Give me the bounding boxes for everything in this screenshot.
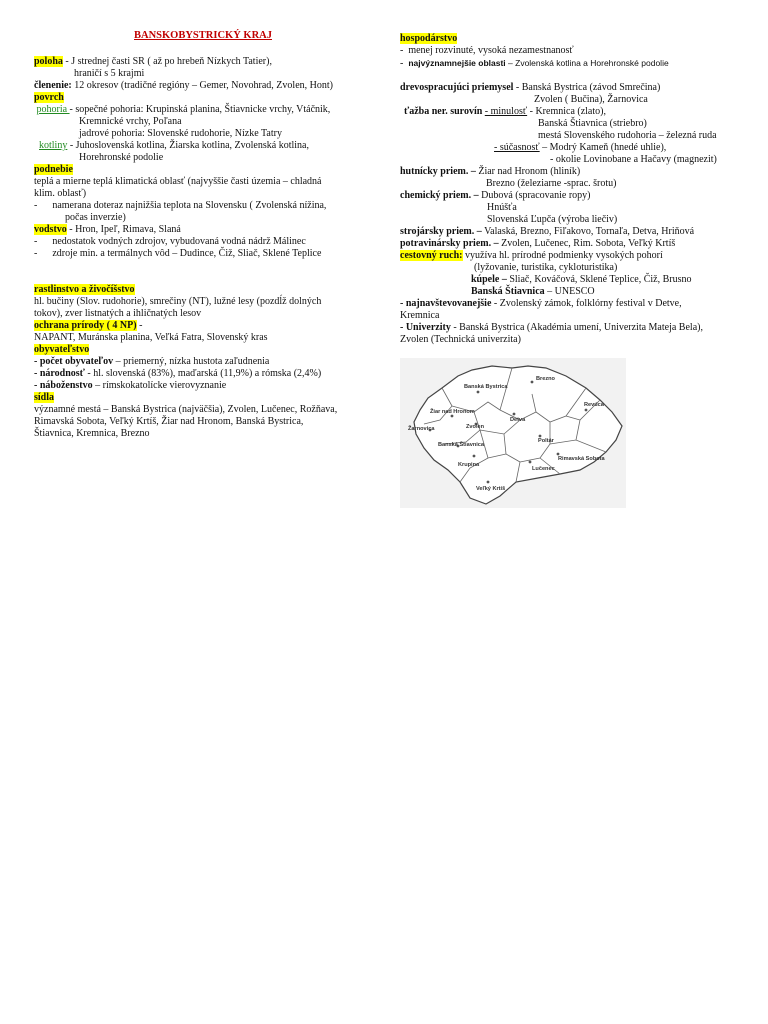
- obyvatelstvo-label: obyvateľstvo: [34, 344, 90, 355]
- hosp-dash-2-text: – Zvolenská kotlina a Horehronské podolie: [505, 58, 669, 68]
- poloha-text: - J strednej časti SR ( až po hrebeň Nízkych Tatier),: [62, 56, 272, 67]
- strojarsky-label: strojársky priem. –: [400, 226, 482, 237]
- podnebie-dash-2-text: počas inverzie): [65, 212, 126, 223]
- map-label-lucenec: Lučenec: [532, 466, 555, 472]
- map-label-banska-stiavnica: Banská Štiavnica: [438, 442, 485, 448]
- region-map: [400, 358, 626, 508]
- sidla-heading: [34, 392, 372, 404]
- cestovny-line: [400, 250, 740, 262]
- nabozenstvo-text: – rímskokatolícke vierovyznanie: [92, 380, 227, 391]
- drevo-label: drevospracujúci priemysel: [400, 82, 514, 93]
- drevo-line-2: Zvolen ( Bučina), Žarnovica: [534, 94, 648, 105]
- vodstvo-text: - Hron, Ipeľ, Rimava, Slaná: [66, 224, 181, 235]
- poloha-line: [34, 56, 372, 68]
- ochrana-after: -: [136, 320, 143, 331]
- podnebie-dash-2: [34, 212, 372, 224]
- map-label-revuca: Revúca: [584, 402, 604, 408]
- pohoria-line-2: Kremnické vrchy, Poľana: [79, 116, 182, 127]
- pocet-text: – priemerný, nízka hustota zaľudnenia: [113, 356, 270, 367]
- univ-text: - Banská Bystrica (Akadémia umení, Univerzita Mateja Bela),: [450, 322, 703, 333]
- poloha-label: poloha: [34, 56, 63, 67]
- hosp-dash-1: - menej rozvinuté, vysoká nezamestnanosť: [400, 45, 574, 56]
- povrch-heading: [34, 92, 372, 104]
- rastlinstvo-text-2: tokov), zver listnatých a ihličnatých lesov: [34, 308, 202, 319]
- pohoria-line-3: jadrové pohoria: Slovenské rudohorie, Nízke Tatry: [79, 128, 282, 139]
- vodstvo-dash-1-text: nedostatok vodných zdrojov, vybudovaná vodná nádrž Málinec: [52, 236, 306, 247]
- rastlinstvo-text: hl. bučiny (Slov. rudohorie), smrečiny (NT), lužné lesy (pozdĺž dolných: [34, 296, 322, 307]
- tazba-text-4: – Modrý Kameň (hnedé uhlie),: [539, 142, 667, 153]
- najnav-line: [400, 298, 740, 310]
- map-label-detva: Detva: [510, 417, 526, 423]
- hospodarstvo-heading: [400, 33, 740, 45]
- sidla-label: sídla: [34, 392, 55, 403]
- cestovny-line-2: (lyžovanie, turistika, cykloturistika): [474, 262, 618, 273]
- sidla-text: významné mestá – Banská Bystrica (najväčšia), Zvolen, Lučenec, Rožňava,: [34, 404, 338, 415]
- podnebie-heading: [34, 164, 372, 176]
- hosp-dash-1-text: menej rozvinuté, vysoká nezamestnanosť: [408, 45, 574, 56]
- univ-label: - Univerzity: [400, 322, 451, 333]
- left-column: [34, 30, 372, 440]
- map-label-zarnovica: Žarnovica: [408, 426, 435, 432]
- potravinarsky-line: [400, 238, 740, 250]
- obyvatelstvo-heading: [34, 344, 372, 356]
- tazba-line: [400, 106, 740, 118]
- podnebie-label: podnebie: [34, 164, 73, 175]
- univ-line-2: Zvolen (Technická univerzita): [400, 334, 521, 345]
- map-label-poltar: Poltár: [538, 438, 554, 444]
- pohoria-label: pohoria: [36, 104, 70, 115]
- kupele-text: Sliač, Kováčová, Sklené Teplice, Čiž, Brusno: [506, 274, 692, 285]
- univ-line: [400, 322, 740, 334]
- tazba-line-4: [400, 142, 740, 154]
- page-title: BANSKOBYSTRICKÝ KRAJ: [134, 30, 272, 41]
- kotliny-line-2: Horehronské podolie: [79, 152, 164, 163]
- chemicky-text: Dubová (spracovanie ropy): [478, 190, 591, 201]
- chemicky-label: chemický priem. –: [400, 190, 479, 201]
- potravinarsky-text: Zvolen, Lučenec, Rim. Sobota, Veľký Krtíš: [498, 238, 676, 249]
- pocet-label: - počet obyvateľov: [34, 356, 114, 367]
- hospodarstvo-label: hospodárstvo: [400, 33, 458, 44]
- ochrana-heading: [34, 320, 372, 332]
- bs-text: – UNESCO: [544, 286, 595, 297]
- vodstvo-dash-2-text: zdroje min. a termálnych vôd – Dudince, Čiž, Sliač, Sklené Teplice: [52, 248, 322, 259]
- tazba-sucasnost: - súčasnosť: [494, 142, 540, 153]
- poloha-line-2: hraničí s 5 krajmi: [74, 68, 145, 79]
- drevo-text: - Banská Bystrica (závod Smrečina): [513, 82, 661, 93]
- clenenie-line: [34, 80, 372, 92]
- ochrana-label: ochrana prírody ( 4 NP): [34, 320, 137, 331]
- cestovny-label: cestovný ruch:: [400, 250, 463, 261]
- region-outline: [414, 366, 622, 504]
- tazba-line-3: mestá Slovenského rudohoria – železná ruda: [538, 130, 717, 141]
- tazba-text: - Kremnica (zlato),: [527, 106, 606, 117]
- podnebie-dash: - namerana doteraz najnižšia teplota na Slovensku ( Zvolenská nížina,: [34, 200, 327, 211]
- nabozenstvo-line: [34, 380, 372, 392]
- sidla-text-3: Štiavnica, Kremnica, Brezno: [34, 428, 150, 439]
- chemicky-line-3: Slovenská Ľupča (výroba liečiv): [487, 214, 618, 225]
- hutnicky-line-2: Brezno (železiarne -sprac. šrotu): [486, 178, 617, 189]
- narodnost-line: [34, 368, 372, 380]
- tazba-line-5: - okolie Lovinobane a Hačavy (magnezit): [550, 154, 717, 165]
- map-label-zvolen: Zvolen: [466, 424, 485, 430]
- narodnost-text: - hl. slovenská (83%), maďarská (11,9%) a rómska (2,4%): [84, 368, 322, 379]
- pohoria-text: - sopečné pohoria: Krupinská planina, Štiavnicke vrchy, Vtáčnik,: [69, 104, 331, 115]
- hutnicky-line: [400, 166, 740, 178]
- map-label-krupina: Krupina: [458, 462, 480, 468]
- rastlinstvo-label: rastlinstvo a živočíšstvo: [34, 284, 135, 295]
- vodstvo-label: vodstvo: [34, 224, 67, 235]
- strojarsky-text: Valaská, Brezno, Fiľakovo, Tornaľa, Detva, Hriňová: [481, 226, 695, 237]
- map-label-brezno: Brezno: [536, 376, 555, 382]
- region-map-svg: [400, 358, 626, 508]
- pocet-line: [34, 356, 372, 368]
- hosp-dash-2: - najvýznamnejšie oblasti – Zvolenská kotlina a Horehronské podolie: [400, 58, 669, 69]
- tazba-label: ťažba ner. surovín: [404, 106, 483, 117]
- clenenie-text: 12 okresov (tradičné regióny – Gemer, Novohrad, Zvolen, Hont): [71, 80, 333, 91]
- kupele-label: kúpele –: [471, 274, 507, 285]
- pohoria-line: [34, 104, 372, 116]
- vodstvo-dash-1: - nedostatok vodných zdrojov, vybudovaná vodná nádrž Málinec: [34, 236, 306, 247]
- right-column: [400, 33, 740, 346]
- hutnicky-text: Žiar nad Hronom (hliník): [475, 166, 581, 177]
- povrch-label: povrch: [34, 92, 64, 103]
- najnav-line-2: Kremnica: [400, 310, 440, 321]
- bs-line: [400, 286, 740, 298]
- podnebie-dash-text: namerana doteraz najnižšia teplota na Slovensku ( Zvolenská nížina,: [52, 200, 327, 211]
- bs-label: Banská Štiavnica: [471, 286, 545, 297]
- chemicky-line: [400, 190, 740, 202]
- rastlinstvo-heading: [34, 284, 372, 296]
- tazba-minulost: - minulosť: [484, 106, 528, 117]
- map-label-rimavska-sobota: Rimavská Sobota: [558, 456, 605, 462]
- sidla-text-2: Rimavská Sobota, Veľký Krtíš, Žiar nad Hronom, Banská Bystrica,: [34, 416, 304, 427]
- strojarsky-line: [400, 226, 740, 238]
- drevo-line: [400, 82, 740, 94]
- map-label-ziar-nad-hronom: Žiar nad Hronom: [430, 409, 475, 415]
- narodnost-label: - národnosť: [34, 368, 85, 379]
- podnebie-text-2: klim. oblasť): [34, 188, 87, 199]
- ochrana-text: NAPANT, Muránska planina, Veľká Fatra, Slovenský kras: [34, 332, 268, 343]
- najnav-label: - najnavštevovanejšie: [400, 298, 492, 309]
- kotliny-label: kotliny: [39, 140, 68, 151]
- map-label-velky-krtis: Veľký Krtíš: [476, 486, 506, 492]
- kotliny-line: [34, 140, 372, 152]
- najnav-text: - Zvolenský zámok, folklórny festival v Detve,: [491, 298, 682, 309]
- chemicky-line-2: Hnúšťa: [487, 202, 517, 213]
- vodstvo-dash-2: - zdroje min. a termálnych vôd – Dudince, Čiž, Sliač, Sklené Teplice: [34, 248, 322, 259]
- cestovny-text: využíva hl. prírodné podmienky vysokých pohorí: [462, 250, 663, 261]
- podnebie-text: teplá a mierne teplá klimatická oblasť (najvyššie časti územia – chladná: [34, 176, 322, 187]
- kupele-line: [400, 274, 740, 286]
- tazba-line-2: Banská Štiavnica (striebro): [538, 118, 647, 129]
- vodstvo-line: [34, 224, 372, 236]
- hosp-dash-2-label: najvýznamnejšie oblasti: [408, 58, 506, 68]
- map-label-banska-bystrica: Banská Bystrica: [464, 384, 508, 390]
- clenenie-label: členenie:: [34, 80, 72, 91]
- potravinarsky-label: potravinársky priem. –: [400, 238, 499, 249]
- nabozenstvo-label: - náboženstvo: [34, 380, 93, 391]
- kotliny-text: - Juhoslovenská kotlina, Žiarska kotlina, Zvolenská kotlina,: [67, 140, 309, 151]
- hutnicky-label: hutnícky priem. –: [400, 166, 476, 177]
